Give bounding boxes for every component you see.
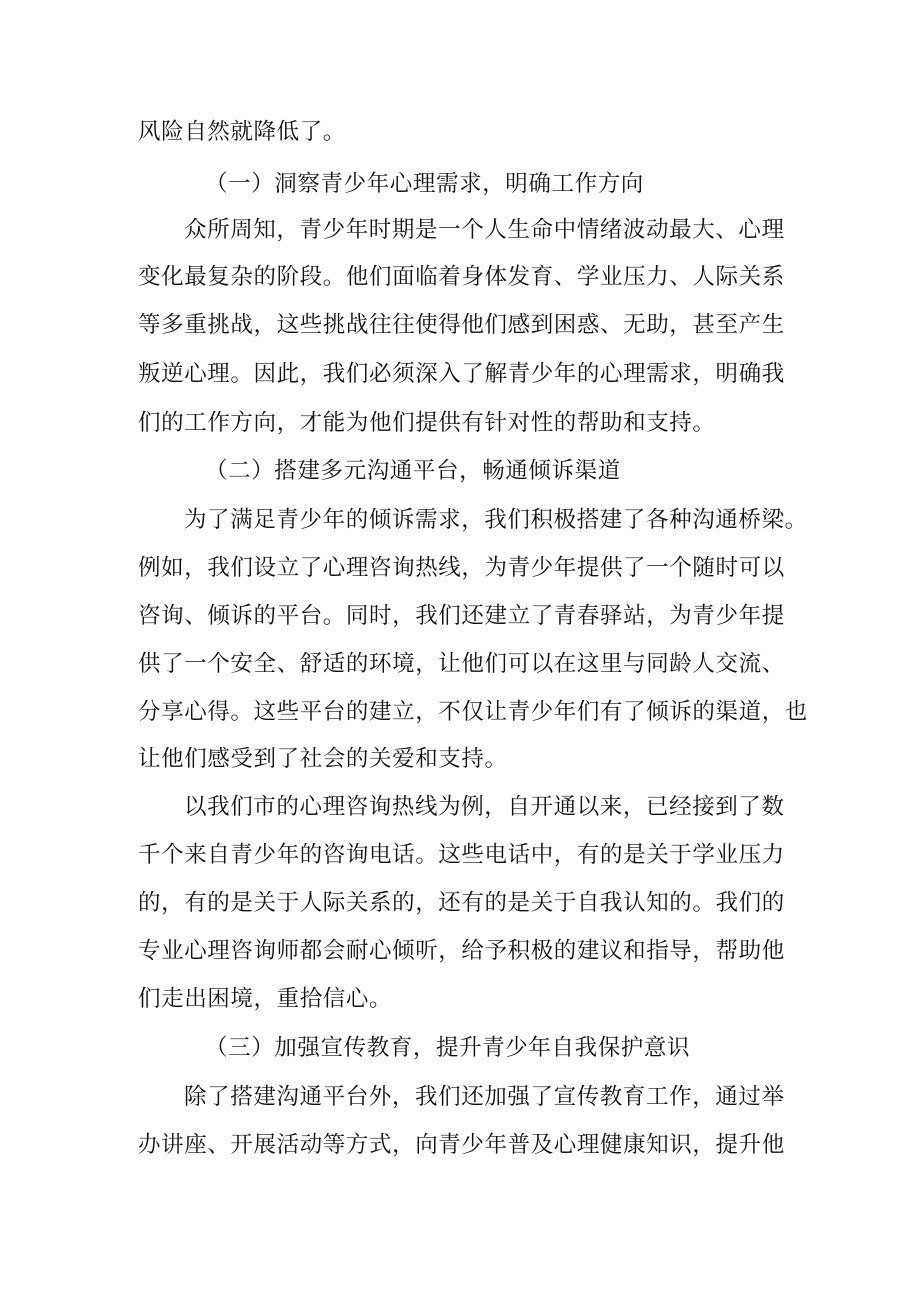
text-line: 除了搭建沟通平台外，我们还加强了宣传教育工作，通过举 [184,1084,785,1110]
section-heading-1: （一）洞察青少年心理需求，明确工作方向 [205,171,644,197]
text-line: 众所周知，青少年时期是一个人生命中情绪波动最大、心理 [184,217,785,243]
text-line: 叛逆心理。因此，我们必须深入了解青少年的心理需求，明确我 [138,361,785,387]
section-heading-2: （二）搭建多元沟通平台，畅通倾诉渠道 [205,458,621,484]
text-line: 咨询、倾诉的平台。同时，我们还建立了青春驿站，为青少年提 [138,603,785,629]
text-line: 变化最复杂的阶段。他们面临着身体发育、学业压力、人际关系 [138,264,785,290]
text-line: 等多重挑战，这些挑战往往使得他们感到困惑、无助，甚至产生 [138,312,785,338]
text-line: 让他们感受到了社会的关爱和支持。 [138,746,508,772]
text-line: 分享心得。这些平台的建立，不仅让青少年们有了倾诉的渠道，也 [138,699,808,725]
text-line: 为了满足青少年的倾诉需求，我们积极搭建了各种沟通桥梁。 [184,507,808,533]
text-line: 们走出困境，重拾信心。 [138,986,393,1012]
section-heading-3: （三）加强宣传教育，提升青少年自我保护意识 [205,1035,691,1061]
text-line: 们的工作方向，才能为他们提供有针对性的帮助和支持。 [138,410,716,436]
text-line: 千个来自青少年的咨询电话。这些电话中，有的是关于学业压力 [138,842,785,868]
text-line: 例如，我们设立了心理咨询热线，为青少年提供了一个随时可以 [138,555,785,581]
text-line: 的，有的是关于人际关系的，还有的是关于自我认知的。我们的 [138,890,785,916]
text-line: 风险自然就降低了。 [138,119,346,145]
text-line: 专业心理咨询师都会耐心倾听，给予积极的建议和指导，帮助他 [138,938,785,964]
text-line: 以我们市的心理咨询热线为例，自开通以来，已经接到了数 [184,794,785,820]
text-line: 办讲座、开展活动等方式，向青少年普及心理健康知识，提升他 [138,1132,785,1158]
text-line: 供了一个安全、舒适的环境，让他们可以在这里与同龄人交流、 [138,651,785,677]
